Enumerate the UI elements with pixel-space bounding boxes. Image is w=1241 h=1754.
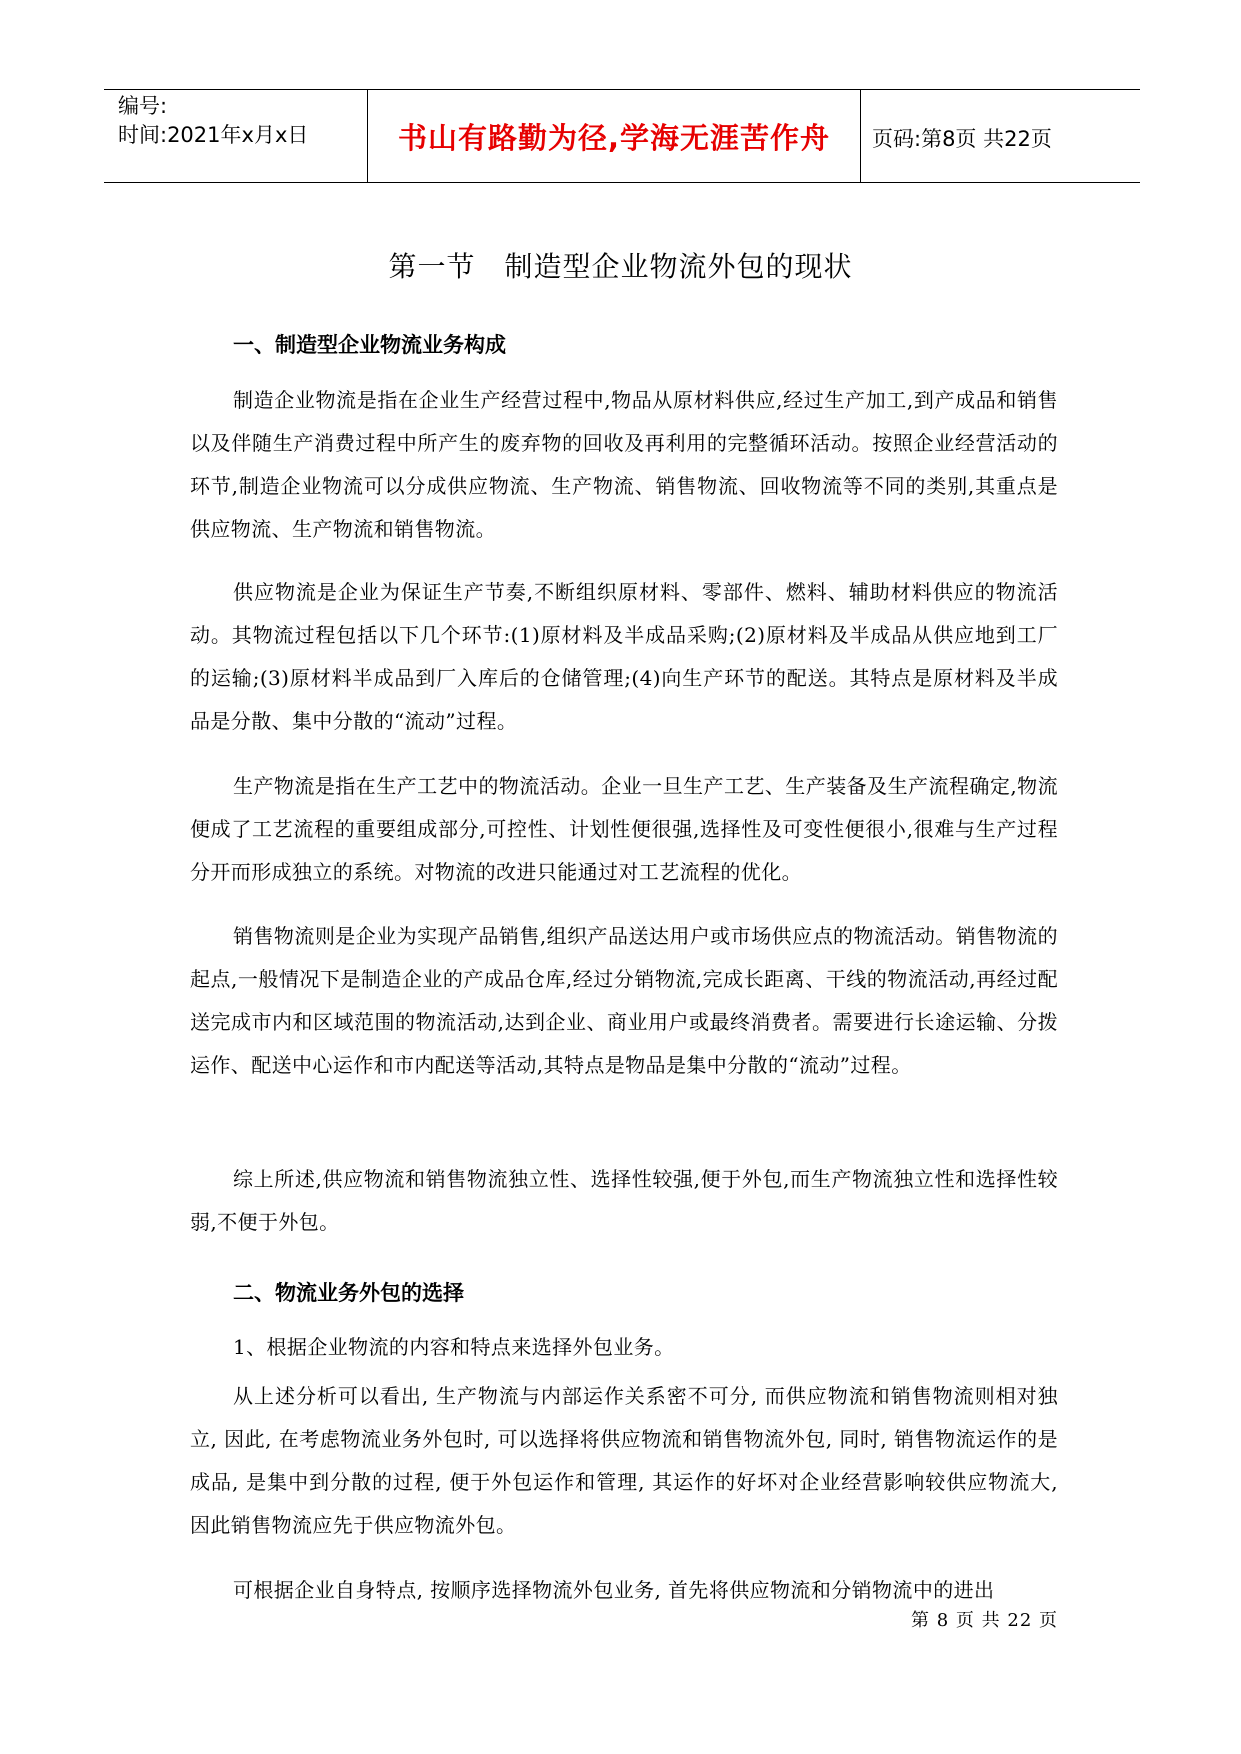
paragraph-7: 从上述分析可以看出, 生产物流与内部运作关系密不可分, 而供应物流和销售物流则相对独立, 因此, 在考虑物流业务外包时, 可以选择将供应物流和销售物流外包, 同时, 销售物流运作的是成品, 是集中到分散的过程, 便于外包运作和管理, 其运作的好坏对企业经营影响较供应物流大, 因此销售物流应先于供应物流外包。 bbox=[190, 1384, 1058, 1537]
header-bottom-rule bbox=[104, 182, 1140, 183]
section-title: 第一节 制造型企业物流外包的现状 bbox=[388, 250, 853, 283]
paragraph-3: 生产物流是指在生产工艺中的物流活动。企业一旦生产工艺、生产装备及生产流程确定,物流便成了工艺流程的重要组成部分,可控性、计划性便很强,选择性及可变性便很小,很难与生产过程分开而形成独立的系统。对物流的改进只能通过对工艺流程的优化。 bbox=[190, 774, 1058, 884]
paragraph-5: 综上所述,供应物流和销售物流独立性、选择性较强,便于外包,而生产物流独立性和选择性较弱,不便于外包。 bbox=[190, 1167, 1058, 1234]
heading-1: 一、制造型企业物流业务构成 bbox=[233, 333, 506, 357]
header-page-label: 页码:第8页 共22页 bbox=[872, 127, 1052, 151]
header-motto: 书山有路勤为径,学海无涯苦作舟 bbox=[397, 121, 831, 155]
heading-2: 二、物流业务外包的选择 bbox=[233, 1281, 464, 1305]
header-top-rule bbox=[104, 89, 1140, 90]
header-number-label: 编号: bbox=[118, 94, 168, 118]
paragraph-8: 可根据企业自身特点, 按顺序选择物流外包业务, 首先将供应物流和分销物流中的进出 bbox=[233, 1578, 995, 1602]
paragraph-6: 1、根据企业物流的内容和特点来选择外包业务。 bbox=[233, 1335, 675, 1359]
header-divider-right bbox=[860, 89, 861, 183]
header-info bbox=[118, 92, 308, 150]
paragraph-4: 销售物流则是企业为实现产品销售,组织产品送达用户或市场供应点的物流活动。销售物流的起点,一般情况下是制造企业的产成品仓库,经过分销物流,完成长距离、干线的物流活动,再经过配送完成市内和区域范围的物流活动,达到企业、商业用户或最终消费者。需要进行长途运输、分拨运作、配送中心运作和市内配送等活动,其特点是物品是集中分散的“流动”过程。 bbox=[190, 924, 1058, 1077]
paragraph-2: 供应物流是企业为保证生产节奏,不断组织原材料、零部件、燃料、辅助材料供应的物流活动。其物流过程包括以下几个环节:(1)原材料及半成品采购;(2)原材料及半成品从供应地到工厂的运输;(3)原材料半成品到厂入库后的仓储管理;(4)向生产环节的配送。其特点是原材料及半成品是分散、集中分散的“流动”过程。 bbox=[190, 580, 1058, 733]
header-date-label: 时间:2021年x月x日 bbox=[118, 123, 309, 147]
paragraph-1: 制造企业物流是指在企业生产经营过程中,物品从原材料供应,经过生产加工,到产成品和销售以及伴随生产消费过程中所产生的废弃物的回收及再利用的完整循环活动。按照企业经营活动的环节,制造企业物流可以分成供应物流、生产物流、销售物流、回收物流等不同的类别,其重点是供应物流、生产物流和销售物流。 bbox=[190, 388, 1058, 541]
page-footer: 第 8 页 共 22 页 bbox=[911, 1610, 1058, 1631]
